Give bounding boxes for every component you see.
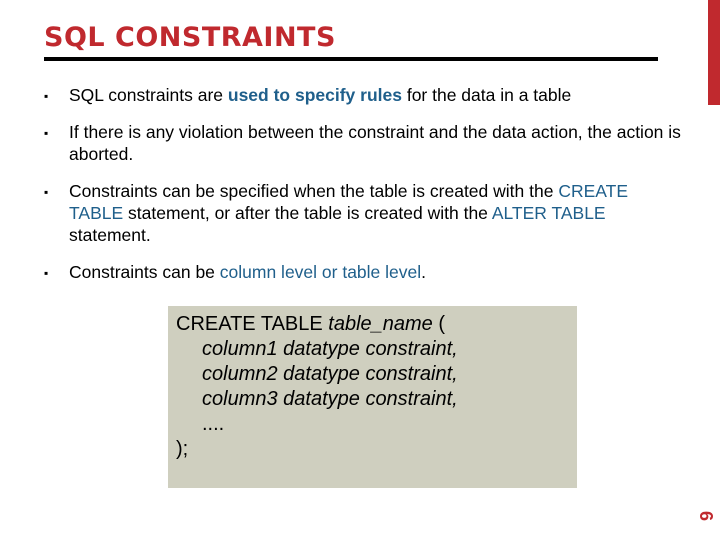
code-column: column1 datatype constraint, xyxy=(202,338,458,360)
bullet-text: Constraints can be specified when the table is created with the xyxy=(69,181,559,201)
code-line xyxy=(176,312,569,337)
code-close: ); xyxy=(176,438,189,460)
bullet-marker-icon: ▪ xyxy=(44,89,49,103)
code-table-name: table_name xyxy=(328,313,433,335)
bullet-item xyxy=(44,180,684,246)
code-line xyxy=(176,387,569,412)
bullet-text: Constraints can be xyxy=(69,262,220,282)
bullet-marker-icon: ▪ xyxy=(44,126,49,140)
code-line xyxy=(176,337,569,362)
code-keyword: CREATE TABLE xyxy=(176,313,329,335)
accent-bar xyxy=(708,0,720,105)
bullet-marker-icon: ▪ xyxy=(44,185,49,199)
bullet-item xyxy=(44,84,684,106)
slide-title: SQL CONSTRAINTS xyxy=(44,22,336,53)
code-column: column3 datatype constraint, xyxy=(202,388,458,410)
bullet-item xyxy=(44,121,684,165)
code-example-box xyxy=(168,306,577,488)
bullet-text: statement, or after the table is created with the xyxy=(123,203,492,223)
code-line xyxy=(176,412,569,437)
code-open-paren: ( xyxy=(432,313,446,335)
code-column: column2 datatype constraint, xyxy=(202,363,458,385)
bullet-item xyxy=(44,261,684,283)
bullet-highlight: CREATE TABLE xyxy=(69,181,628,223)
bullet-text: for the data in a table xyxy=(401,85,572,105)
page-number: 6 xyxy=(696,510,716,521)
bullet-highlight: column level or table level xyxy=(219,262,422,282)
code-ellipsis: .... xyxy=(202,413,225,435)
bullet-highlight: ALTER TABLE xyxy=(491,203,606,223)
code-line xyxy=(176,362,569,387)
bullet-text: SQL constraints are xyxy=(69,85,228,105)
bullet-text: statement. xyxy=(69,225,151,245)
bullet-text: . xyxy=(421,262,427,282)
bullet-list xyxy=(44,84,684,298)
bullet-text: If there is any violation between the constraint and the data action, the action is aborted. xyxy=(69,122,681,164)
bullet-highlight: used to specify rules xyxy=(227,85,402,105)
title-underline xyxy=(44,57,658,61)
code-line xyxy=(176,437,569,462)
bullet-marker-icon: ▪ xyxy=(44,266,49,280)
